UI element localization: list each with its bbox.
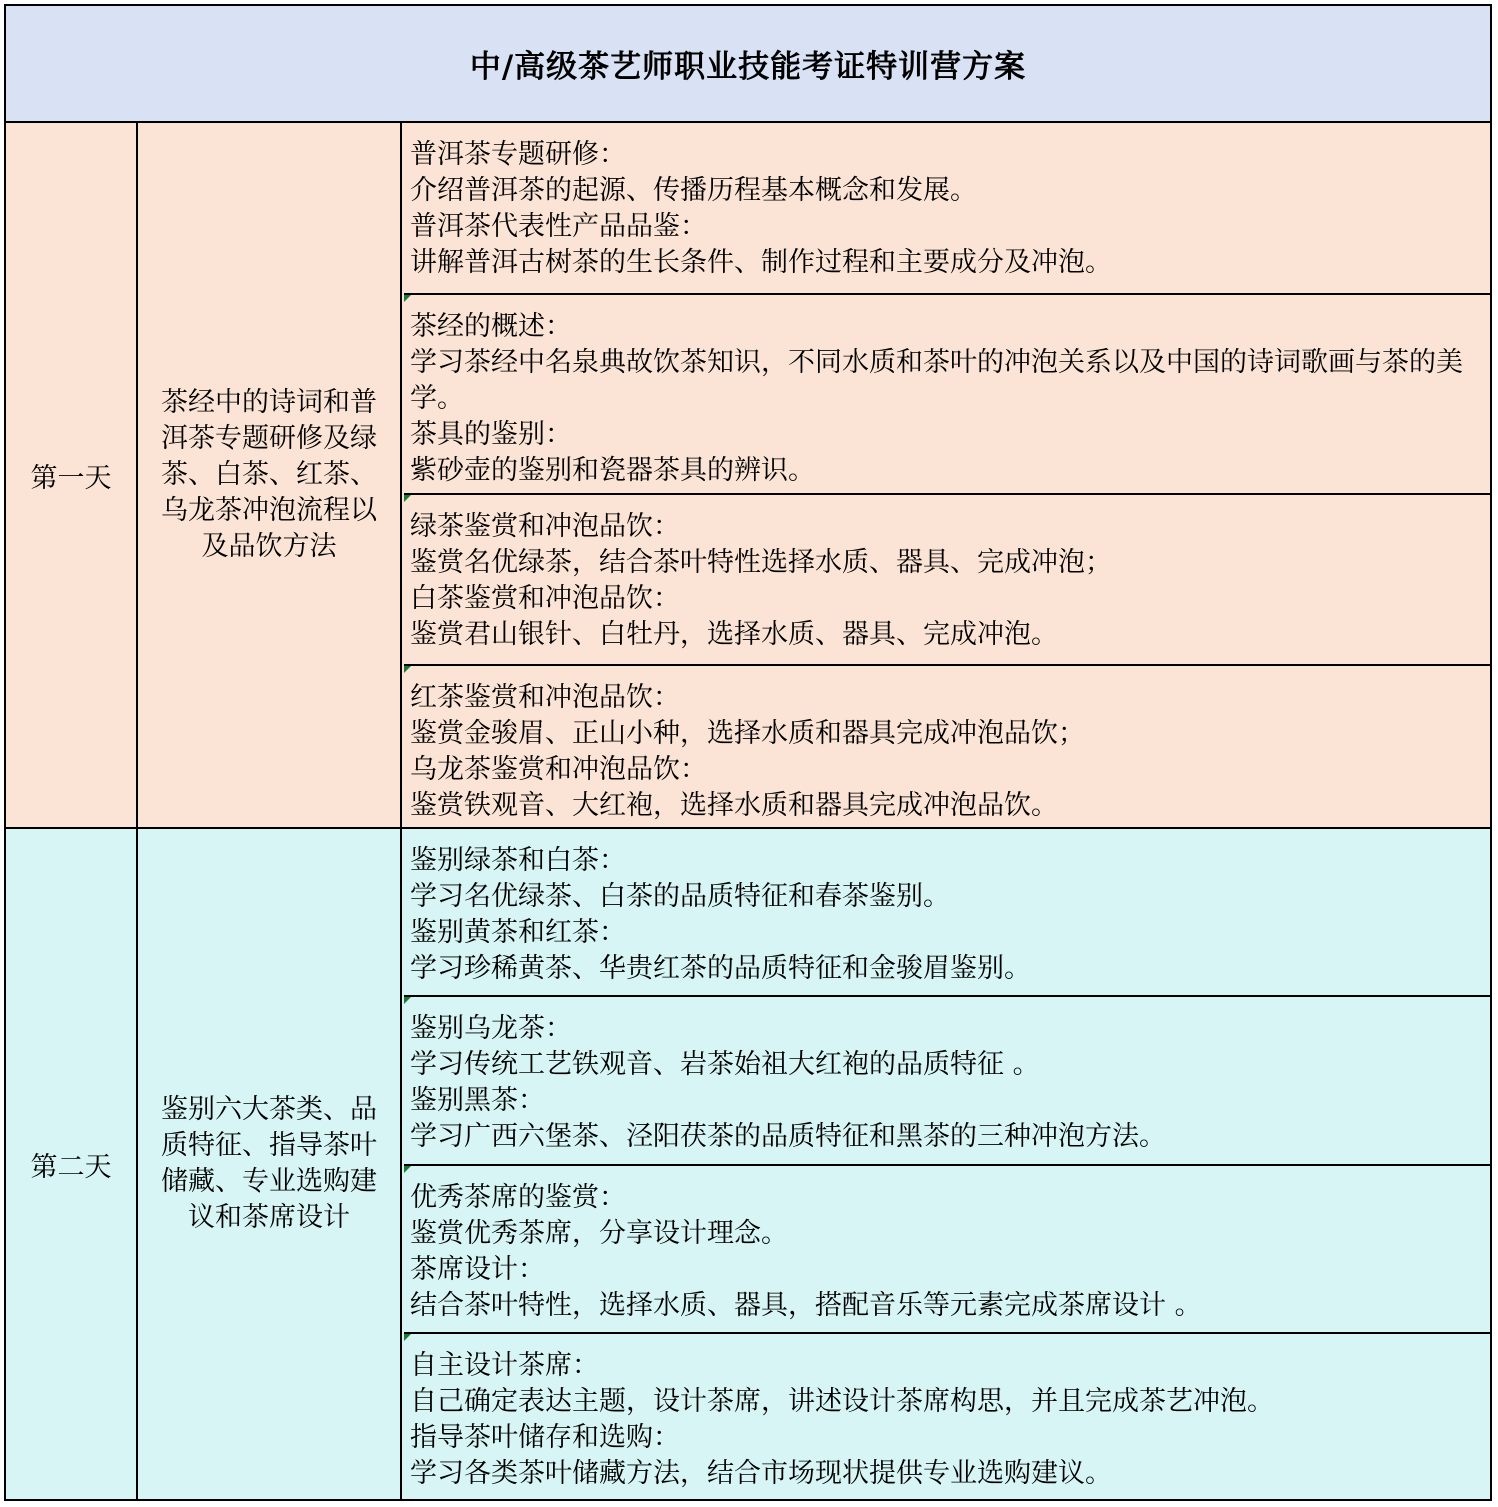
session-heading: 普洱茶代表性产品品鉴： (410, 211, 707, 242)
session-cell (404, 995, 1490, 1164)
day-block-1 (6, 123, 1490, 829)
session-description: 鉴赏金骏眉、正山小种，选择水质和器具完成冲泡品饮； (410, 718, 1085, 749)
topic-cell (138, 123, 402, 827)
session-cell (404, 293, 1490, 493)
session-heading: 茶经的概述： (410, 311, 572, 342)
session-heading: 白茶鉴赏和冲泡品饮： (410, 583, 680, 614)
day-label: 第一天 (6, 123, 138, 827)
session-description: 学习各类茶叶储藏方法，结合市场现状提供专业选购建议。 (410, 1458, 1112, 1489)
session-heading: 鉴别乌龙茶： (410, 1013, 572, 1044)
topic-cell (138, 829, 402, 1499)
topic-text: 茶经中的诗词和普洱茶专题研修及绿茶、白茶、红茶、乌龙茶冲泡流程以及品饮方法 (161, 387, 377, 562)
session-heading: 指导茶叶储存和选购： (410, 1422, 680, 1453)
session-heading: 红茶鉴赏和冲泡品饮： (410, 682, 680, 713)
session-heading: 乌龙茶鉴赏和冲泡品饮： (410, 754, 707, 785)
session-cell (404, 1164, 1490, 1332)
session-cell (404, 829, 1490, 995)
session-heading: 普洱茶专题研修： (410, 139, 626, 170)
session-cell (404, 664, 1490, 827)
detail-column (404, 123, 1490, 827)
session-description: 鉴赏优秀茶席，分享设计理念。 (410, 1218, 788, 1249)
session-description: 学习珍稀黄茶、华贵红茶的品质特征和金骏眉鉴别。 (410, 953, 1031, 984)
session-description: 学习茶经中名泉典故饮茶知识，不同水质和茶叶的冲泡关系以及中国的诗词歌画与茶的美学。 (410, 347, 1463, 414)
day-label: 第二天 (6, 829, 138, 1499)
session-description: 学习广西六堡茶、泾阳茯茶的品质特征和黑茶的三种冲泡方法。 (410, 1121, 1166, 1152)
session-description: 紫砂壶的鉴别和瓷器茶具的辨识。 (410, 455, 815, 486)
session-description: 学习传统工艺铁观音、岩茶始祖大红袍的品质特征 。 (410, 1049, 1040, 1080)
schedule-table (4, 4, 1492, 1501)
session-heading: 鉴别黑茶： (410, 1085, 545, 1116)
session-heading: 优秀茶席的鉴赏： (410, 1182, 626, 1213)
session-description: 鉴赏铁观音、大红袍，选择水质和器具完成冲泡品饮。 (410, 790, 1058, 821)
session-description: 介绍普洱茶的起源、传播历程基本概念和发展。 (410, 175, 977, 206)
day-block-2 (6, 829, 1490, 1499)
session-heading: 自主设计茶席： (410, 1350, 599, 1381)
session-description: 学习名优绿茶、白茶的品质特征和春茶鉴别。 (410, 881, 950, 912)
session-cell (404, 1332, 1490, 1499)
table-title: 中/高级茶艺师职业技能考证特训营方案 (469, 49, 1027, 85)
session-description: 鉴赏君山银针、白牡丹，选择水质、器具、完成冲泡。 (410, 619, 1058, 650)
session-description: 鉴赏名优绿茶，结合茶叶特性选择水质、器具、完成冲泡； (410, 547, 1112, 578)
detail-column (404, 829, 1490, 1499)
topic-text: 鉴别六大茶类、品质特征、指导茶叶储藏、专业选购建议和茶席设计 (161, 1094, 377, 1233)
title-row (6, 6, 1490, 123)
session-heading: 鉴别黄茶和红茶： (410, 917, 626, 948)
session-cell (404, 123, 1490, 293)
session-heading: 茶席设计： (410, 1254, 545, 1285)
session-description: 自己确定表达主题，设计茶席，讲述设计茶席构思，并且完成茶艺冲泡。 (410, 1386, 1274, 1417)
session-heading: 鉴别绿茶和白茶： (410, 845, 626, 876)
session-heading: 绿茶鉴赏和冲泡品饮： (410, 511, 680, 542)
session-description: 结合茶叶特性，选择水质、器具，搭配音乐等元素完成茶席设计 。 (410, 1290, 1202, 1321)
session-description: 讲解普洱古树茶的生长条件、制作过程和主要成分及冲泡。 (410, 247, 1112, 278)
session-cell (404, 493, 1490, 664)
session-heading: 茶具的鉴别： (410, 419, 572, 450)
